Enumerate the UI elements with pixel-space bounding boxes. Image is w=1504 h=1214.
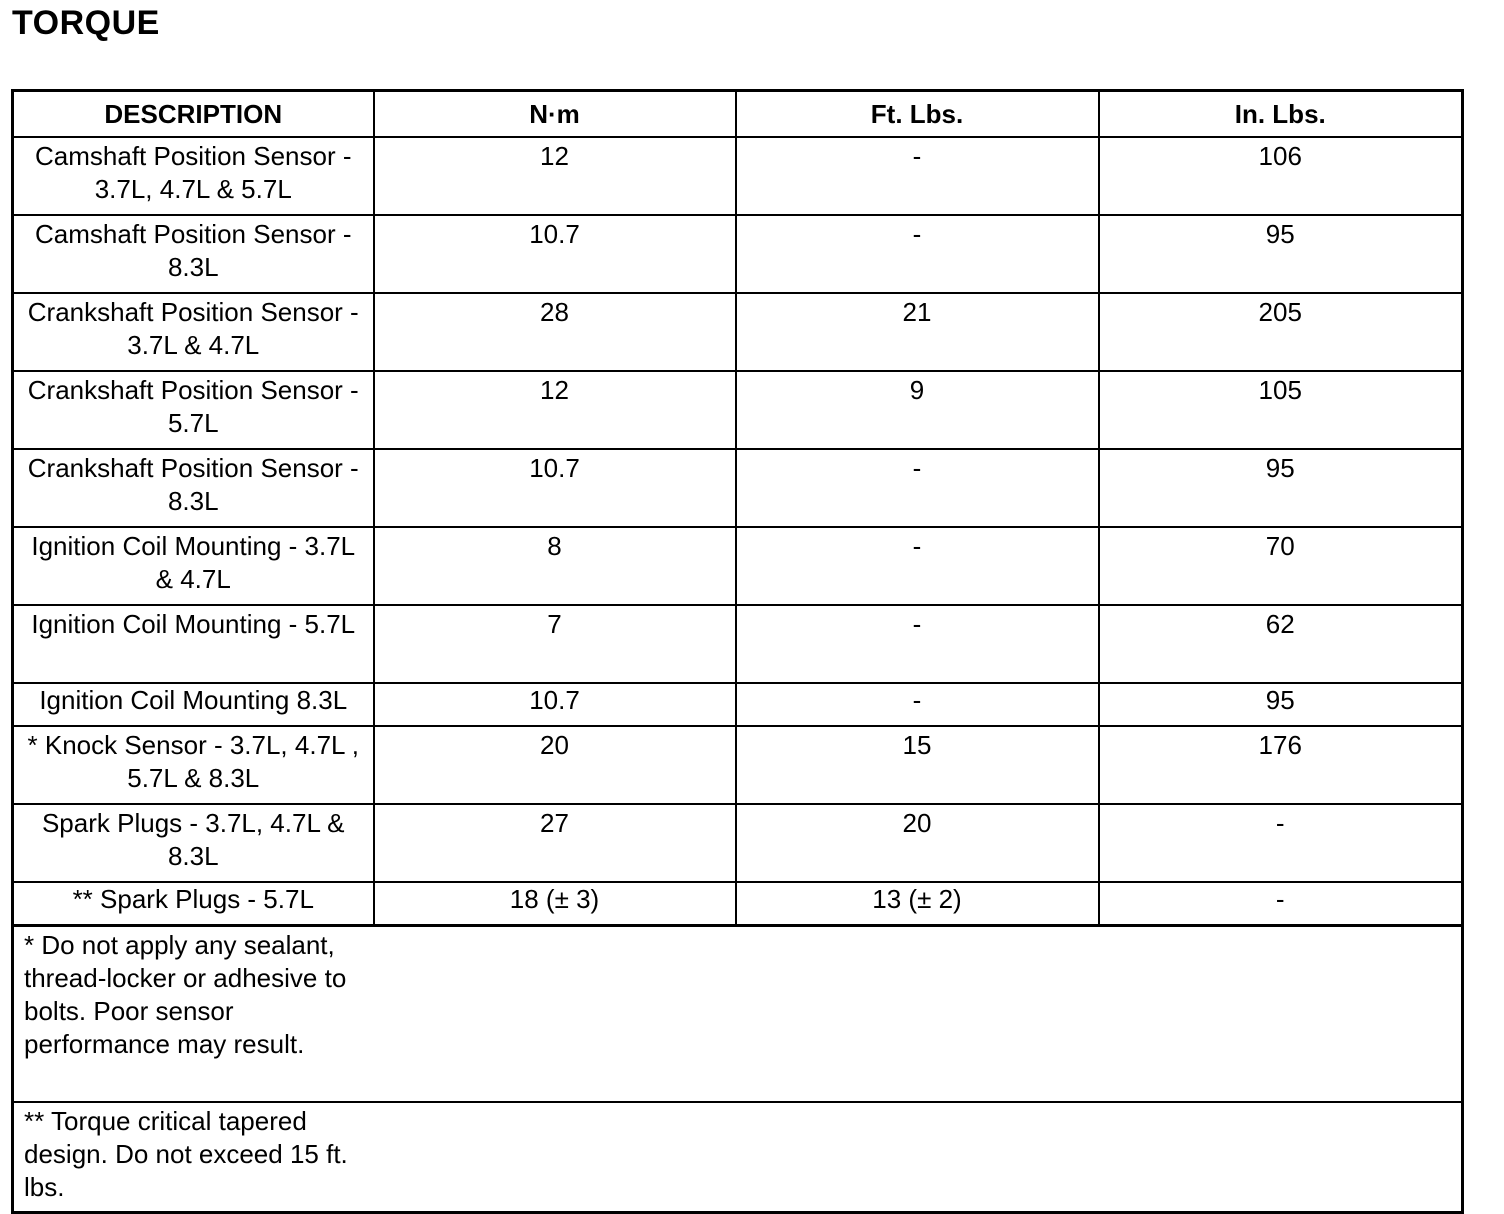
cell-nm: 10.7 xyxy=(374,215,736,293)
table-row xyxy=(13,726,1463,804)
cell-in-lbs: 95 xyxy=(1099,449,1463,527)
table-row xyxy=(13,605,1463,683)
table-row xyxy=(13,371,1463,449)
cell-description: Crankshaft Position Sensor - 3.7L & 4.7L xyxy=(13,293,374,371)
header-description: DESCRIPTION xyxy=(13,91,374,138)
cell-nm: 12 xyxy=(374,371,736,449)
cell-description: Camshaft Position Sensor - 3.7L, 4.7L & 5.7L xyxy=(13,137,374,215)
page-title: TORQUE xyxy=(12,4,160,42)
torque-table xyxy=(11,89,1464,1214)
cell-in-lbs: 106 xyxy=(1099,137,1463,215)
cell-in-lbs: 95 xyxy=(1099,215,1463,293)
cell-ft-lbs: 21 xyxy=(736,293,1099,371)
cell-description: Crankshaft Position Sensor - 8.3L xyxy=(13,449,374,527)
cell-ft-lbs: - xyxy=(736,137,1099,215)
cell-description: Camshaft Position Sensor - 8.3L xyxy=(13,215,374,293)
cell-in-lbs: 105 xyxy=(1099,371,1463,449)
cell-nm: 8 xyxy=(374,527,736,605)
cell-nm: 27 xyxy=(374,804,736,882)
cell-ft-lbs: - xyxy=(736,683,1099,726)
cell-in-lbs: - xyxy=(1099,804,1463,882)
note-row xyxy=(13,926,1463,1103)
cell-nm: 20 xyxy=(374,726,736,804)
cell-description: Ignition Coil Mounting - 3.7L & 4.7L xyxy=(13,527,374,605)
cell-nm: 28 xyxy=(374,293,736,371)
cell-in-lbs: 95 xyxy=(1099,683,1463,726)
table-row xyxy=(13,683,1463,726)
cell-ft-lbs: - xyxy=(736,215,1099,293)
cell-in-lbs: 176 xyxy=(1099,726,1463,804)
cell-description: Spark Plugs - 3.7L, 4.7L & 8.3L xyxy=(13,804,374,882)
table-row xyxy=(13,293,1463,371)
cell-ft-lbs: 20 xyxy=(736,804,1099,882)
cell-ft-lbs: - xyxy=(736,527,1099,605)
cell-in-lbs: 70 xyxy=(1099,527,1463,605)
footnote-knock-sensor: * Do not apply any sealant, thread-locker or adhesive to bolts. Poor sensor performance may result. xyxy=(24,930,347,1059)
cell-description: ** Spark Plugs - 5.7L xyxy=(13,882,374,926)
note-cell xyxy=(13,926,1463,1103)
table-row xyxy=(13,527,1463,605)
cell-nm: 18 (± 3) xyxy=(374,882,736,926)
cell-in-lbs: 205 xyxy=(1099,293,1463,371)
table-row xyxy=(13,882,1463,926)
cell-ft-lbs: - xyxy=(736,449,1099,527)
cell-in-lbs: 62 xyxy=(1099,605,1463,683)
note-row xyxy=(13,1102,1463,1213)
table-row xyxy=(13,215,1463,293)
table-row xyxy=(13,804,1463,882)
cell-description: Ignition Coil Mounting 8.3L xyxy=(13,683,374,726)
cell-nm: 7 xyxy=(374,605,736,683)
cell-description: Crankshaft Position Sensor - 5.7L xyxy=(13,371,374,449)
note-cell xyxy=(13,1102,1463,1213)
header-row xyxy=(13,91,1463,138)
table-row xyxy=(13,137,1463,215)
header-nm: N·m xyxy=(374,91,736,138)
cell-description: Ignition Coil Mounting - 5.7L xyxy=(13,605,374,683)
header-ft-lbs: Ft. Lbs. xyxy=(736,91,1099,138)
header-in-lbs: In. Lbs. xyxy=(1099,91,1463,138)
table-row xyxy=(13,449,1463,527)
cell-nm: 10.7 xyxy=(374,683,736,726)
cell-ft-lbs: 9 xyxy=(736,371,1099,449)
cell-nm: 10.7 xyxy=(374,449,736,527)
cell-ft-lbs: - xyxy=(736,605,1099,683)
cell-description: * Knock Sensor - 3.7L, 4.7L , 5.7L & 8.3L xyxy=(13,726,374,804)
cell-nm: 12 xyxy=(374,137,736,215)
cell-ft-lbs: 15 xyxy=(736,726,1099,804)
cell-in-lbs: - xyxy=(1099,882,1463,926)
cell-ft-lbs: 13 (± 2) xyxy=(736,882,1099,926)
footnote-spark-plugs: ** Torque critical tapered design. Do not exceed 15 ft. lbs. xyxy=(24,1106,348,1202)
